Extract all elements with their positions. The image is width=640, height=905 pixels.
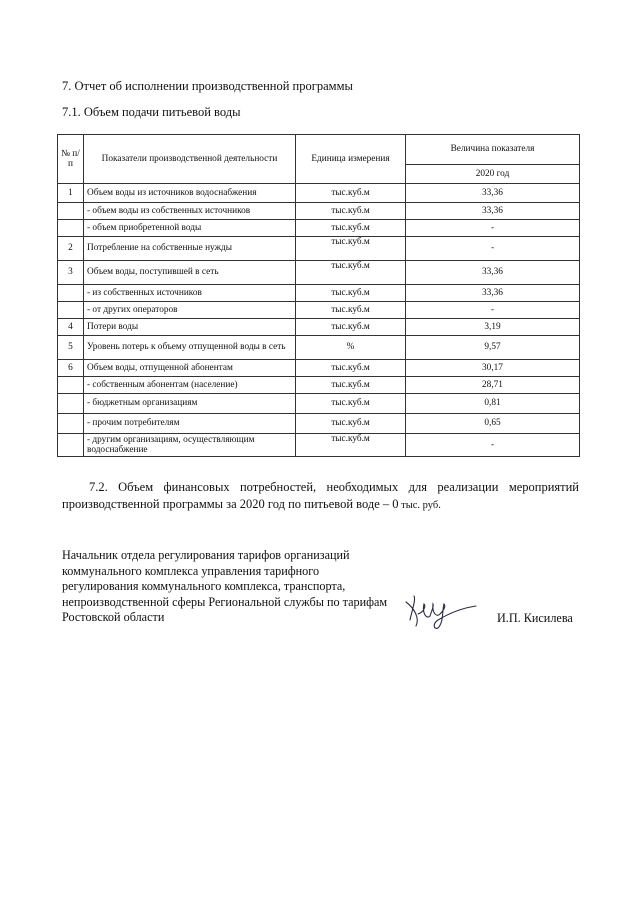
- row-value: 0,65: [406, 414, 580, 434]
- row-unit: %: [296, 336, 406, 360]
- row-num: 1: [58, 184, 84, 203]
- row-unit: тыс.куб.м: [296, 220, 406, 237]
- row-num: [58, 203, 84, 220]
- subsection-title: 7.1. Объем подачи питьевой воды: [62, 105, 241, 119]
- handwritten-signature: [400, 592, 478, 632]
- row-value: 3,19: [406, 319, 580, 336]
- header-num: № п/п: [58, 135, 84, 184]
- row-unit: тыс.куб.м: [296, 261, 406, 285]
- row-num: [58, 394, 84, 414]
- financial-needs-paragraph: [62, 479, 579, 514]
- table-row: [58, 377, 580, 394]
- row-num: [58, 377, 84, 394]
- row-indicator: Потребление на собственные нужды: [84, 237, 296, 261]
- row-num: [58, 220, 84, 237]
- row-value: 28,71: [406, 377, 580, 394]
- signer-name: И.П. Кисилева: [497, 611, 573, 625]
- row-unit: тыс.куб.м: [296, 203, 406, 220]
- row-num: 4: [58, 319, 84, 336]
- table-row: [58, 261, 580, 285]
- table-row: [58, 319, 580, 336]
- row-num: [58, 285, 84, 302]
- table-row: [58, 302, 580, 319]
- header-indicator: Показатели производственной деятельности: [84, 135, 296, 184]
- row-indicator: - прочим потребителям: [84, 414, 296, 434]
- table-row: [58, 434, 580, 457]
- row-value: 33,36: [406, 261, 580, 285]
- table-row: [58, 360, 580, 377]
- table-row: [58, 237, 580, 261]
- row-value: 30,17: [406, 360, 580, 377]
- paragraph-text: 7.2. Объем финансовых потребностей, необходимых для реализации мероприятий производственной программы за 2020 год по питьевой воде – 0: [62, 480, 579, 511]
- row-indicator: - из собственных источников: [84, 285, 296, 302]
- header-unit: Единица измерения: [296, 135, 406, 184]
- row-indicator: - от других операторов: [84, 302, 296, 319]
- row-value: 33,36: [406, 203, 580, 220]
- table-row: [58, 336, 580, 360]
- row-num: 5: [58, 336, 84, 360]
- row-unit: тыс.куб.м: [296, 237, 406, 261]
- row-num: [58, 414, 84, 434]
- row-indicator: - объем приобретенной воды: [84, 220, 296, 237]
- row-indicator: - бюджетным организациям: [84, 394, 296, 414]
- signatory-position: Начальник отдела регулирования тарифов организаций коммунального комплекса управления тарифного регулирования коммунального комплекса, транспорта, непроизводственной сферы Региональной службы по тарифам Ростовской области: [62, 548, 388, 624]
- header-year: 2020 год: [406, 165, 580, 184]
- table-row: [58, 184, 580, 203]
- row-indicator: - собственным абонентам (население): [84, 377, 296, 394]
- table-row: [58, 414, 580, 434]
- row-num: 2: [58, 237, 84, 261]
- row-unit: тыс.куб.м: [296, 319, 406, 336]
- row-unit: тыс.куб.м: [296, 184, 406, 203]
- row-indicator: Объем воды, отпущенной абонентам: [84, 360, 296, 377]
- row-unit: тыс.куб.м: [296, 414, 406, 434]
- header-value: Величина показателя: [406, 135, 580, 165]
- row-unit: тыс.куб.м: [296, 377, 406, 394]
- row-unit: тыс.куб.м: [296, 360, 406, 377]
- table-row: [58, 220, 580, 237]
- row-indicator: Объем воды из источников водоснабжения: [84, 184, 296, 203]
- row-num: 3: [58, 261, 84, 285]
- row-unit: тыс.куб.м: [296, 285, 406, 302]
- row-indicator: Объем воды, поступившей в сеть: [84, 261, 296, 285]
- row-value: 9,57: [406, 336, 580, 360]
- table-row: [58, 203, 580, 220]
- row-unit: тыс.куб.м: [296, 394, 406, 414]
- row-value: -: [406, 434, 580, 457]
- row-value: -: [406, 220, 580, 237]
- paragraph-unit: тыс. руб.: [398, 500, 441, 511]
- section-title: 7. Отчет об исполнении производственной программы: [62, 79, 353, 93]
- row-value: -: [406, 237, 580, 261]
- row-indicator: Потери воды: [84, 319, 296, 336]
- row-indicator: - другим организациям, осуществляющим водоснабжение: [84, 434, 296, 457]
- row-value: 0,81: [406, 394, 580, 414]
- row-indicator: - объем воды из собственных источников: [84, 203, 296, 220]
- row-num: 6: [58, 360, 84, 377]
- table-row: [58, 394, 580, 414]
- row-unit: тыс.куб.м: [296, 302, 406, 319]
- row-value: 33,36: [406, 184, 580, 203]
- table-row: [58, 285, 580, 302]
- water-supply-table: [57, 134, 580, 457]
- row-num: [58, 302, 84, 319]
- row-unit: тыс.куб.м: [296, 434, 406, 457]
- row-value: 33,36: [406, 285, 580, 302]
- row-value: -: [406, 302, 580, 319]
- row-num: [58, 434, 84, 457]
- row-indicator: Уровень потерь к объему отпущенной воды в сеть: [84, 336, 296, 360]
